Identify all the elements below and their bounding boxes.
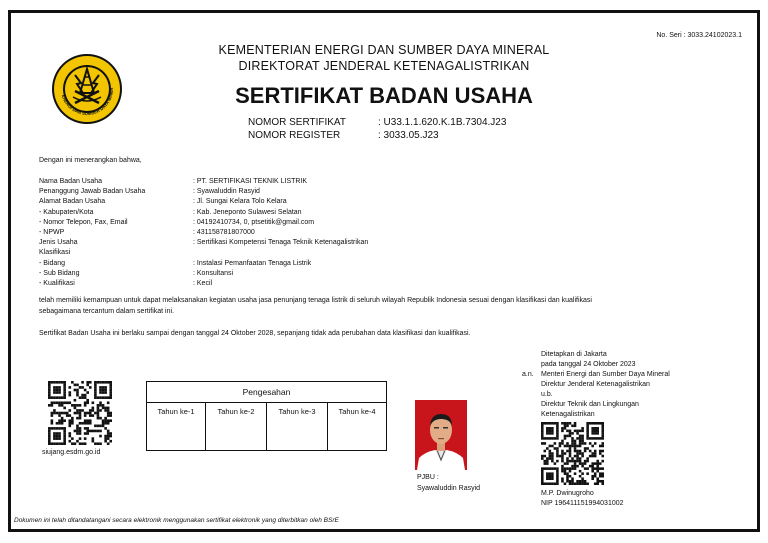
register-number-label: NOMOR REGISTER: [248, 130, 341, 141]
field-label: - Bidang: [39, 259, 66, 267]
sign-director: Direktur Teknik dan Lingkungan: [541, 401, 639, 408]
sign-place: Ditetapkan di Jakarta: [541, 351, 607, 358]
field-label: - Kualifikasi: [39, 280, 75, 287]
intro-text: Dengan ini menerangkan bahwa,: [39, 157, 142, 164]
field-label: Jenis Usaha: [39, 239, 78, 247]
sign-director-unit: Ketenagalistrikan: [541, 411, 595, 418]
field-value: : Syawaluddin Rasyid: [193, 188, 260, 196]
pjbu-photo: [415, 400, 467, 470]
field-label: - Nomor Telepon, Fax, Email: [39, 218, 128, 226]
sign-director-general: Direktur Jenderal Ketenagalistrikan: [541, 381, 650, 388]
field-label: Alamat Badan Usaha: [39, 198, 106, 206]
field-label: - NPWP: [39, 229, 65, 236]
field-value: : Sertifikasi Kompetensi Tenaga Teknik Ketenagalistrikan: [193, 239, 369, 247]
year-2-cell: Tahun ke-2: [206, 403, 267, 451]
sign-minister: Menteri Energi dan Sumber Daya Mineral: [541, 371, 670, 378]
sign-date: pada tanggal 24 Oktober 2023: [541, 361, 636, 368]
field-label: Nama Badan Usaha: [39, 178, 103, 185]
field-label: Penanggung Jawab Badan Usaha: [39, 188, 146, 196]
signer-nip: NIP 196411151994031002: [541, 500, 624, 507]
qr-code-signature[interactable]: [541, 422, 604, 485]
ministry-name: KEMENTERIAN ENERGI DAN SUMBER DAYA MINERAL: [218, 43, 550, 57]
qr-code-verification[interactable]: [48, 381, 112, 445]
pengesahan-title: Pengesahan: [147, 382, 387, 403]
field-value: : Konsultansi: [193, 269, 234, 277]
footer-note: Dokumen ini telah ditandatangani secara elektronik menggunakan sertifikat elektronik yang diterbitkan oleh BSrE: [14, 517, 339, 524]
cert-number-label: NOMOR SERTIFIKAT: [248, 117, 346, 128]
year-4-cell: Tahun ke-4: [328, 403, 387, 451]
serial-number: No. Seri : 3033.24102023.1: [656, 32, 742, 39]
signer-name: M.P. Dwinugroho: [541, 490, 594, 497]
cert-number-value: : U33.1.1.620.K.1B.7304.J23: [378, 117, 507, 128]
field-value: : Kecil: [193, 280, 213, 287]
year-1-cell: Tahun ke-1: [147, 403, 206, 451]
field-value: : 04192410734, 0, ptsetitik@gmail.com: [193, 218, 315, 226]
year-3-cell: Tahun ke-3: [267, 403, 328, 451]
field-value: : PT. SERTIFIKASI TEKNIK LISTRIK: [193, 178, 308, 185]
directorate-name: DIREKTORAT JENDERAL KETENAGALISTRIKAN: [238, 59, 530, 73]
statement-line-2: sebagaimana tercantum dalam sertifikat ini.: [39, 308, 175, 315]
field-label: - Sub Bidang: [39, 269, 80, 277]
sign-an: a.n.: [522, 371, 534, 378]
validity-statement: Sertifikat Badan Usaha ini berlaku sampai dengan tanggal 24 Oktober 2028, sepanjang tidak ada perubahan data klasifikasi dan kualifikasi.: [39, 330, 471, 337]
field-value: : 431158781807000: [193, 229, 255, 236]
qr-caption: siujang.esdm.go.id: [42, 449, 101, 456]
field-label: Klasifikasi: [39, 249, 71, 257]
field-value: : Jl. Sungai Kelara Tolo Kelara: [193, 198, 287, 206]
field-value: : Instalasi Pemanfaatan Tenaga Listrik: [193, 259, 312, 267]
statement-line-1: telah memiliki kemampuan untuk dapat melaksanakan kegiatan usaha jasa penunjang tenaga listrik di seluruh wilayah Republik Indonesia sesuai dengan klasifikasi dan kualifikasi: [39, 297, 592, 304]
pengesahan-table: [146, 381, 387, 451]
logo-caption: ENERGI DAN SUMBER DAYA MINER: [60, 87, 115, 117]
pjbu-label: PJBU :: [417, 474, 439, 481]
field-label: - Kabupaten/Kota: [39, 208, 94, 216]
pjbu-name: Syawaluddin Rasyid: [417, 485, 481, 492]
sign-ub: u.b.: [541, 391, 553, 398]
field-value: : Kab. Jeneponto Sulawesi Selatan: [193, 208, 302, 216]
certificate-title: SERTIFIKAT BADAN USAHA: [235, 83, 533, 108]
register-number-value: : 3033.05.J23: [378, 130, 439, 141]
